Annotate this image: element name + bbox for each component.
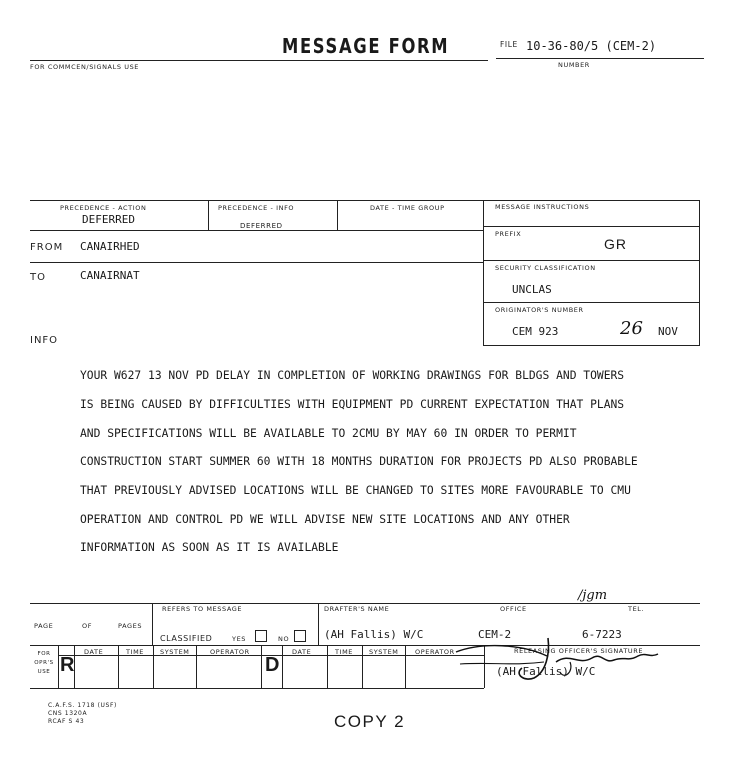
commcen-rule [30,60,238,61]
opr-divider-9 [405,645,406,688]
commcen-label: FOR COMMCEN/SIGNALS USE [30,63,139,71]
classified-no-label: NO [278,635,290,643]
message-line: INFORMATION AS SOON AS IT IS AVAILABLE [80,541,339,554]
side-right-edge [699,200,700,346]
office-value: CEM-2 [478,628,512,641]
to-label: TO [30,272,46,283]
security-classification-label: SECURITY CLASSIFICATION [495,264,596,272]
r-time-label: TIME [126,648,145,656]
from-label: FROM [30,242,64,253]
security-classification-value: UNCLAS [512,283,552,296]
drafter-name-label: DRAFTER'S NAME [324,605,390,613]
classified-yes-checkbox[interactable] [255,630,267,642]
form-ref-1: C.A.F.S. 1718 (USF) [48,702,117,709]
for-oprs-use-label: FOR OPR'S USE [34,651,54,675]
routing-divider-main [483,200,484,346]
opr-divider-7 [327,645,328,688]
footer-top-rule [30,603,700,604]
releasing-officer-label: RELEASING OFFICER'S SIGNATURE [514,647,644,655]
date-time-group-label: DATE - TIME GROUP [370,204,445,212]
opr-divider-4 [196,645,197,688]
to-value: CANAIRNAT [80,269,140,282]
message-line: CONSTRUCTION START SUMMER 60 WITH 18 MONTHS DURATION FOR PROJECTS PD ALSO PROBABLE [80,455,638,468]
r-operator-label: OPERATOR [210,648,250,656]
routing-sub-rule [30,230,483,231]
footer-divider-refers [152,603,153,645]
message-instructions-label: MESSAGE INSTRUCTIONS [495,203,590,211]
precedence-action-value: DEFERRED [82,213,135,226]
routing-divider-2 [337,200,338,230]
r-system-label: SYSTEM [160,648,190,656]
opr-divider-1 [74,645,75,688]
prefix-label: PREFIX [495,230,522,238]
signature-scrawl [452,632,662,690]
message-line: OPERATION AND CONTROL PD WE WILL ADVISE NEW SITE LOCATIONS AND ANY OTHER [80,513,570,526]
originator-day: 26 [620,318,643,339]
pages-label: PAGES [118,622,143,630]
form-ref-3: RCAF S 43 [48,718,85,725]
message-line: IS BEING CAUSED BY DIFFICULTIES WITH EQUIPMENT PD CURRENT EXPECTATION THAT PLANS [80,398,625,411]
page-label: PAGE [34,622,54,630]
message-line: YOUR W627 13 NOV PD DELAY IN COMPLETION OF WORKING DRAWINGS FOR BLDGS AND TOWERS [80,369,625,382]
tel-label: TEL. [628,605,645,613]
office-label: OFFICE [500,605,527,613]
side-rule-1 [483,226,700,227]
originator-month: NOV [658,325,678,338]
side-rule-4 [483,345,700,346]
d-date-label: DATE [292,648,312,656]
footer-divider-drafter [318,603,319,645]
opr-divider-3 [153,645,154,688]
routing-divider-1 [208,200,209,230]
opr-divider-2 [118,645,119,688]
message-line: AND SPECIFICATIONS WILL BE AVAILABLE TO 2CMU BY MAY 60 IN ORDER TO PERMIT [80,427,577,440]
originator-number-value: CEM 923 [512,325,559,338]
releasing-officer-name: (AH Fallis) W/C [496,665,596,678]
footer-bottom-rule [30,688,484,689]
file-number: 10-36-80/5 (CEM-2) [526,39,657,53]
d-system-label: SYSTEM [369,648,399,656]
form-title: MESSAGE FORM [282,34,450,58]
classified-label: CLASSIFIED [160,634,213,643]
opr-divider-6 [282,645,283,688]
file-label: FILE [500,40,518,49]
of-label: OF [82,622,93,630]
received-marker: R [60,654,75,676]
copy-label: COPY 2 [334,712,406,731]
side-rule-3 [483,302,700,303]
classified-no-checkbox[interactable] [294,630,306,642]
precedence-info-label: PRECEDENCE - INFO [218,204,295,212]
r-date-label: DATE [84,648,104,656]
title-rule [238,60,488,61]
opr-divider-8 [362,645,363,688]
drafter-name-value: (AH Fallis) W/C [324,628,424,641]
d-operator-label: OPERATOR [415,648,455,656]
prefix-value: GR [604,236,627,252]
opr-divider-5 [261,645,262,688]
info-label: INFO [30,335,59,346]
form-ref-2: CNS 1320A [48,710,88,717]
opr-divider-0 [58,645,59,688]
typist-initials: /jgm [578,588,608,603]
refers-to-message-label: REFERS TO MESSAGE [162,605,243,613]
number-label: NUMBER [558,61,590,69]
routing-top-rule [30,200,700,201]
dispatched-marker: D [265,654,280,676]
from-value: CANAIRHED [80,240,140,253]
from-rule [30,262,483,263]
precedence-info-value: DEFERRED [240,222,283,230]
classified-yes-label: YES [232,635,247,643]
message-line: THAT PREVIOUSLY ADVISED LOCATIONS WILL BE CHANGED TO SITES MORE FAVOURABLE TO CMU [80,484,631,497]
file-number-rule [496,58,704,59]
originator-number-label: ORIGINATOR'S NUMBER [495,306,584,314]
tel-value: 6-7223 [582,628,622,641]
side-rule-2 [483,260,700,261]
precedence-action-label: PRECEDENCE - ACTION [60,204,147,212]
d-time-label: TIME [335,648,354,656]
